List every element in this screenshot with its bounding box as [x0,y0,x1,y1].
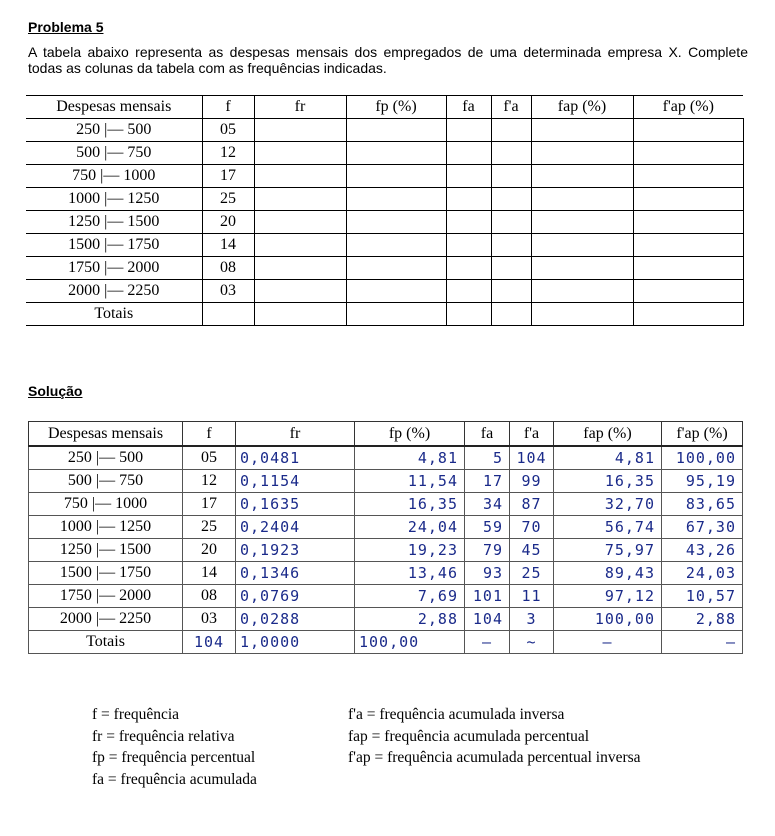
header-cell: Despesas mensais [29,422,183,447]
header-cell: f'a [510,422,554,447]
empty-cell [531,165,633,188]
table-row [29,493,743,516]
answer-cell-f-ap: 24,03 [662,562,743,585]
class-interval-cell: 2000 |— 2250 [26,280,202,303]
answer-cell-f-a: 25 [510,562,554,585]
table-row [26,188,743,211]
legend-item: fr = frequência relativa [92,727,235,745]
empty-cell [531,142,633,165]
totals-label: Totais [26,303,202,326]
empty-cell [531,303,633,326]
empty-cell [446,211,491,234]
class-interval-cell: 250 |— 500 [26,119,202,142]
empty-cell [346,211,446,234]
legend-item: f'ap = frequência acumulada percentual inversa [348,749,641,766]
table-row [26,142,743,165]
answer-cell-f-ap: 95,19 [662,470,743,493]
answer-cell-fr: 0,0481 [236,446,355,470]
frequency-cell: 25 [183,516,236,539]
empty-cell [202,303,254,326]
answer-cell-f-a: 104 [510,446,554,470]
frequency-cell: 05 [183,446,236,470]
answer-cell-f-a: 11 [510,585,554,608]
class-interval-cell: 1750 |— 2000 [26,257,202,280]
frequency-cell: 14 [183,562,236,585]
total-fap-cell: — [554,631,662,654]
frequency-cell: 17 [202,165,254,188]
frequency-cell: 20 [183,539,236,562]
table-row [26,280,743,303]
frequency-cell: 20 [202,211,254,234]
answer-cell-f-ap: 43,26 [662,539,743,562]
answer-cell-fp: 11,54 [355,470,465,493]
legend-item: f'a = frequência acumulada inversa [348,706,565,723]
empty-cell [346,142,446,165]
header-cell: Despesas mensais [26,96,202,119]
empty-cell [491,142,531,165]
class-interval-cell: 2000 |— 2250 [29,608,183,631]
empty-cell [346,257,446,280]
answer-cell-f-a: 99 [510,470,554,493]
answer-cell-fa: 5 [465,446,510,470]
answer-cell-fap: 56,74 [554,516,662,539]
empty-cell [254,188,346,211]
answer-cell-fa: 17 [465,470,510,493]
problem-table [26,95,744,326]
empty-cell [491,188,531,211]
empty-cell [346,188,446,211]
answer-cell-fap: 100,00 [554,608,662,631]
legend-left [92,704,257,790]
table-row [29,608,743,631]
frequency-cell: 25 [202,188,254,211]
empty-cell [491,280,531,303]
frequency-cell: 03 [202,280,254,303]
class-interval-cell: 750 |— 1000 [29,493,183,516]
answer-cell-f-a: 70 [510,516,554,539]
legend-item: fp = frequência percentual [92,749,256,766]
class-interval-cell: 1500 |— 1750 [29,562,183,585]
class-interval-cell: 1250 |— 1500 [29,539,183,562]
frequency-cell: 17 [183,493,236,516]
empty-cell [346,165,446,188]
empty-cell [446,234,491,257]
empty-cell [254,234,346,257]
answer-cell-fp: 13,46 [355,562,465,585]
empty-cell [491,257,531,280]
class-interval-cell: 1750 |— 2000 [29,585,183,608]
frequency-cell: 08 [183,585,236,608]
total-fr-cell: 1,0000 [236,631,355,654]
frequency-cell: 12 [183,470,236,493]
answer-cell-f-ap: 83,65 [662,493,743,516]
empty-cell [446,165,491,188]
header-cell: f [202,96,254,119]
answer-cell-fa: 59 [465,516,510,539]
header-cell: fr [254,96,346,119]
empty-cell [491,119,531,142]
empty-cell [633,119,743,142]
answer-cell-fa: 34 [465,493,510,516]
class-interval-cell: 500 |— 750 [29,470,183,493]
empty-cell [346,234,446,257]
answer-cell-fa: 104 [465,608,510,631]
frequency-cell: 03 [183,608,236,631]
answer-cell-f-ap: 10,57 [662,585,743,608]
total-fp-cell: 100,00 [355,631,465,654]
empty-cell [633,303,743,326]
answer-cell-fp: 4,81 [355,446,465,470]
total-f-cell: 104 [183,631,236,654]
header-cell: f [183,422,236,447]
answer-cell-fap: 97,12 [554,585,662,608]
answer-cell-fr: 0,1154 [236,470,355,493]
empty-cell [531,188,633,211]
empty-cell [491,303,531,326]
header-cell: fr [236,422,355,447]
answer-cell-fap: 16,35 [554,470,662,493]
empty-cell [346,303,446,326]
answer-cell-fp: 7,69 [355,585,465,608]
totals-row [26,303,743,326]
empty-cell [446,280,491,303]
empty-cell [491,165,531,188]
empty-cell [446,188,491,211]
answer-cell-fp: 2,88 [355,608,465,631]
answer-cell-fr: 0,1635 [236,493,355,516]
empty-cell [531,211,633,234]
empty-cell [446,119,491,142]
solution-title: Solução [28,383,83,399]
table-row [29,539,743,562]
empty-cell [633,188,743,211]
class-interval-cell: 750 |— 1000 [26,165,202,188]
table-row [26,211,743,234]
frequency-cell: 05 [202,119,254,142]
empty-cell [446,303,491,326]
totals-row [29,631,743,654]
empty-cell [633,257,743,280]
class-interval-cell: 1500 |— 1750 [26,234,202,257]
total-f-ap-cell: — [662,631,743,654]
table-row [29,562,743,585]
empty-cell [254,211,346,234]
answer-cell-f-ap: 2,88 [662,608,743,631]
header-cell: f'a [491,96,531,119]
empty-cell [531,234,633,257]
answer-cell-fp: 19,23 [355,539,465,562]
empty-cell [254,303,346,326]
answer-cell-fp: 24,04 [355,516,465,539]
class-interval-cell: 1250 |— 1500 [26,211,202,234]
problem-intro: A tabela abaixo representa as despesas mensais dos empregados de uma determinada empresa X. Complete todas as colunas da tabela com as frequências indicadas. [28,44,748,76]
empty-cell [633,142,743,165]
answer-cell-fap: 4,81 [554,446,662,470]
header-cell: fa [446,96,491,119]
empty-cell [254,257,346,280]
table-row [26,119,743,142]
solution-table [28,421,743,654]
empty-cell [531,119,633,142]
table-row [29,446,743,470]
table-row [29,516,743,539]
empty-cell [531,280,633,303]
empty-cell [491,234,531,257]
empty-cell [633,165,743,188]
header-cell: fp (%) [346,96,446,119]
table-row [29,585,743,608]
header-cell: fap (%) [554,422,662,447]
table-row [29,470,743,493]
empty-cell [346,280,446,303]
answer-cell-fa: 93 [465,562,510,585]
answer-cell-f-a: 45 [510,539,554,562]
table-row [26,234,743,257]
header-cell: fa [465,422,510,447]
totals-label: Totais [29,631,183,654]
answer-cell-f-a: 3 [510,608,554,631]
table-row [26,257,743,280]
empty-cell [254,165,346,188]
empty-cell [346,119,446,142]
answer-cell-f-a: 87 [510,493,554,516]
answer-cell-fp: 16,35 [355,493,465,516]
empty-cell [531,257,633,280]
legend-item: fap = frequência acumulada percentual [348,727,590,745]
header-cell: fap (%) [531,96,633,119]
frequency-cell: 12 [202,142,254,165]
empty-cell [633,234,743,257]
empty-cell [254,119,346,142]
frequency-cell: 08 [202,257,254,280]
empty-cell [254,142,346,165]
answer-cell-fr: 0,1923 [236,539,355,562]
problem-title: Problema 5 [28,19,104,35]
table-header-row [29,422,743,447]
empty-cell [446,142,491,165]
answer-cell-fap: 75,97 [554,539,662,562]
answer-cell-fap: 89,43 [554,562,662,585]
empty-cell [491,211,531,234]
answer-cell-fap: 32,70 [554,493,662,516]
answer-cell-fr: 0,0769 [236,585,355,608]
table-row [26,165,743,188]
table-header-row [26,96,743,119]
empty-cell [254,280,346,303]
answer-cell-fr: 0,1346 [236,562,355,585]
class-interval-cell: 250 |— 500 [29,446,183,470]
empty-cell [446,257,491,280]
answer-cell-f-ap: 100,00 [662,446,743,470]
legend-item: fa = frequência acumulada [92,770,257,788]
class-interval-cell: 1000 |— 1250 [26,188,202,211]
answer-cell-fr: 0,2404 [236,516,355,539]
answer-cell-f-ap: 67,30 [662,516,743,539]
total-fa-cell: — [465,631,510,654]
total-f-a-cell: ~ [510,631,554,654]
answer-cell-fa: 79 [465,539,510,562]
class-interval-cell: 1000 |— 1250 [29,516,183,539]
header-cell: f'ap (%) [662,422,743,447]
empty-cell [633,211,743,234]
header-cell: f'ap (%) [633,96,743,119]
class-interval-cell: 500 |— 750 [26,142,202,165]
answer-cell-fa: 101 [465,585,510,608]
header-cell: fp (%) [355,422,465,447]
legend-right [348,704,641,769]
legend-item: f = frequência [92,706,180,723]
empty-cell [633,280,743,303]
answer-cell-fr: 0,0288 [236,608,355,631]
frequency-cell: 14 [202,234,254,257]
